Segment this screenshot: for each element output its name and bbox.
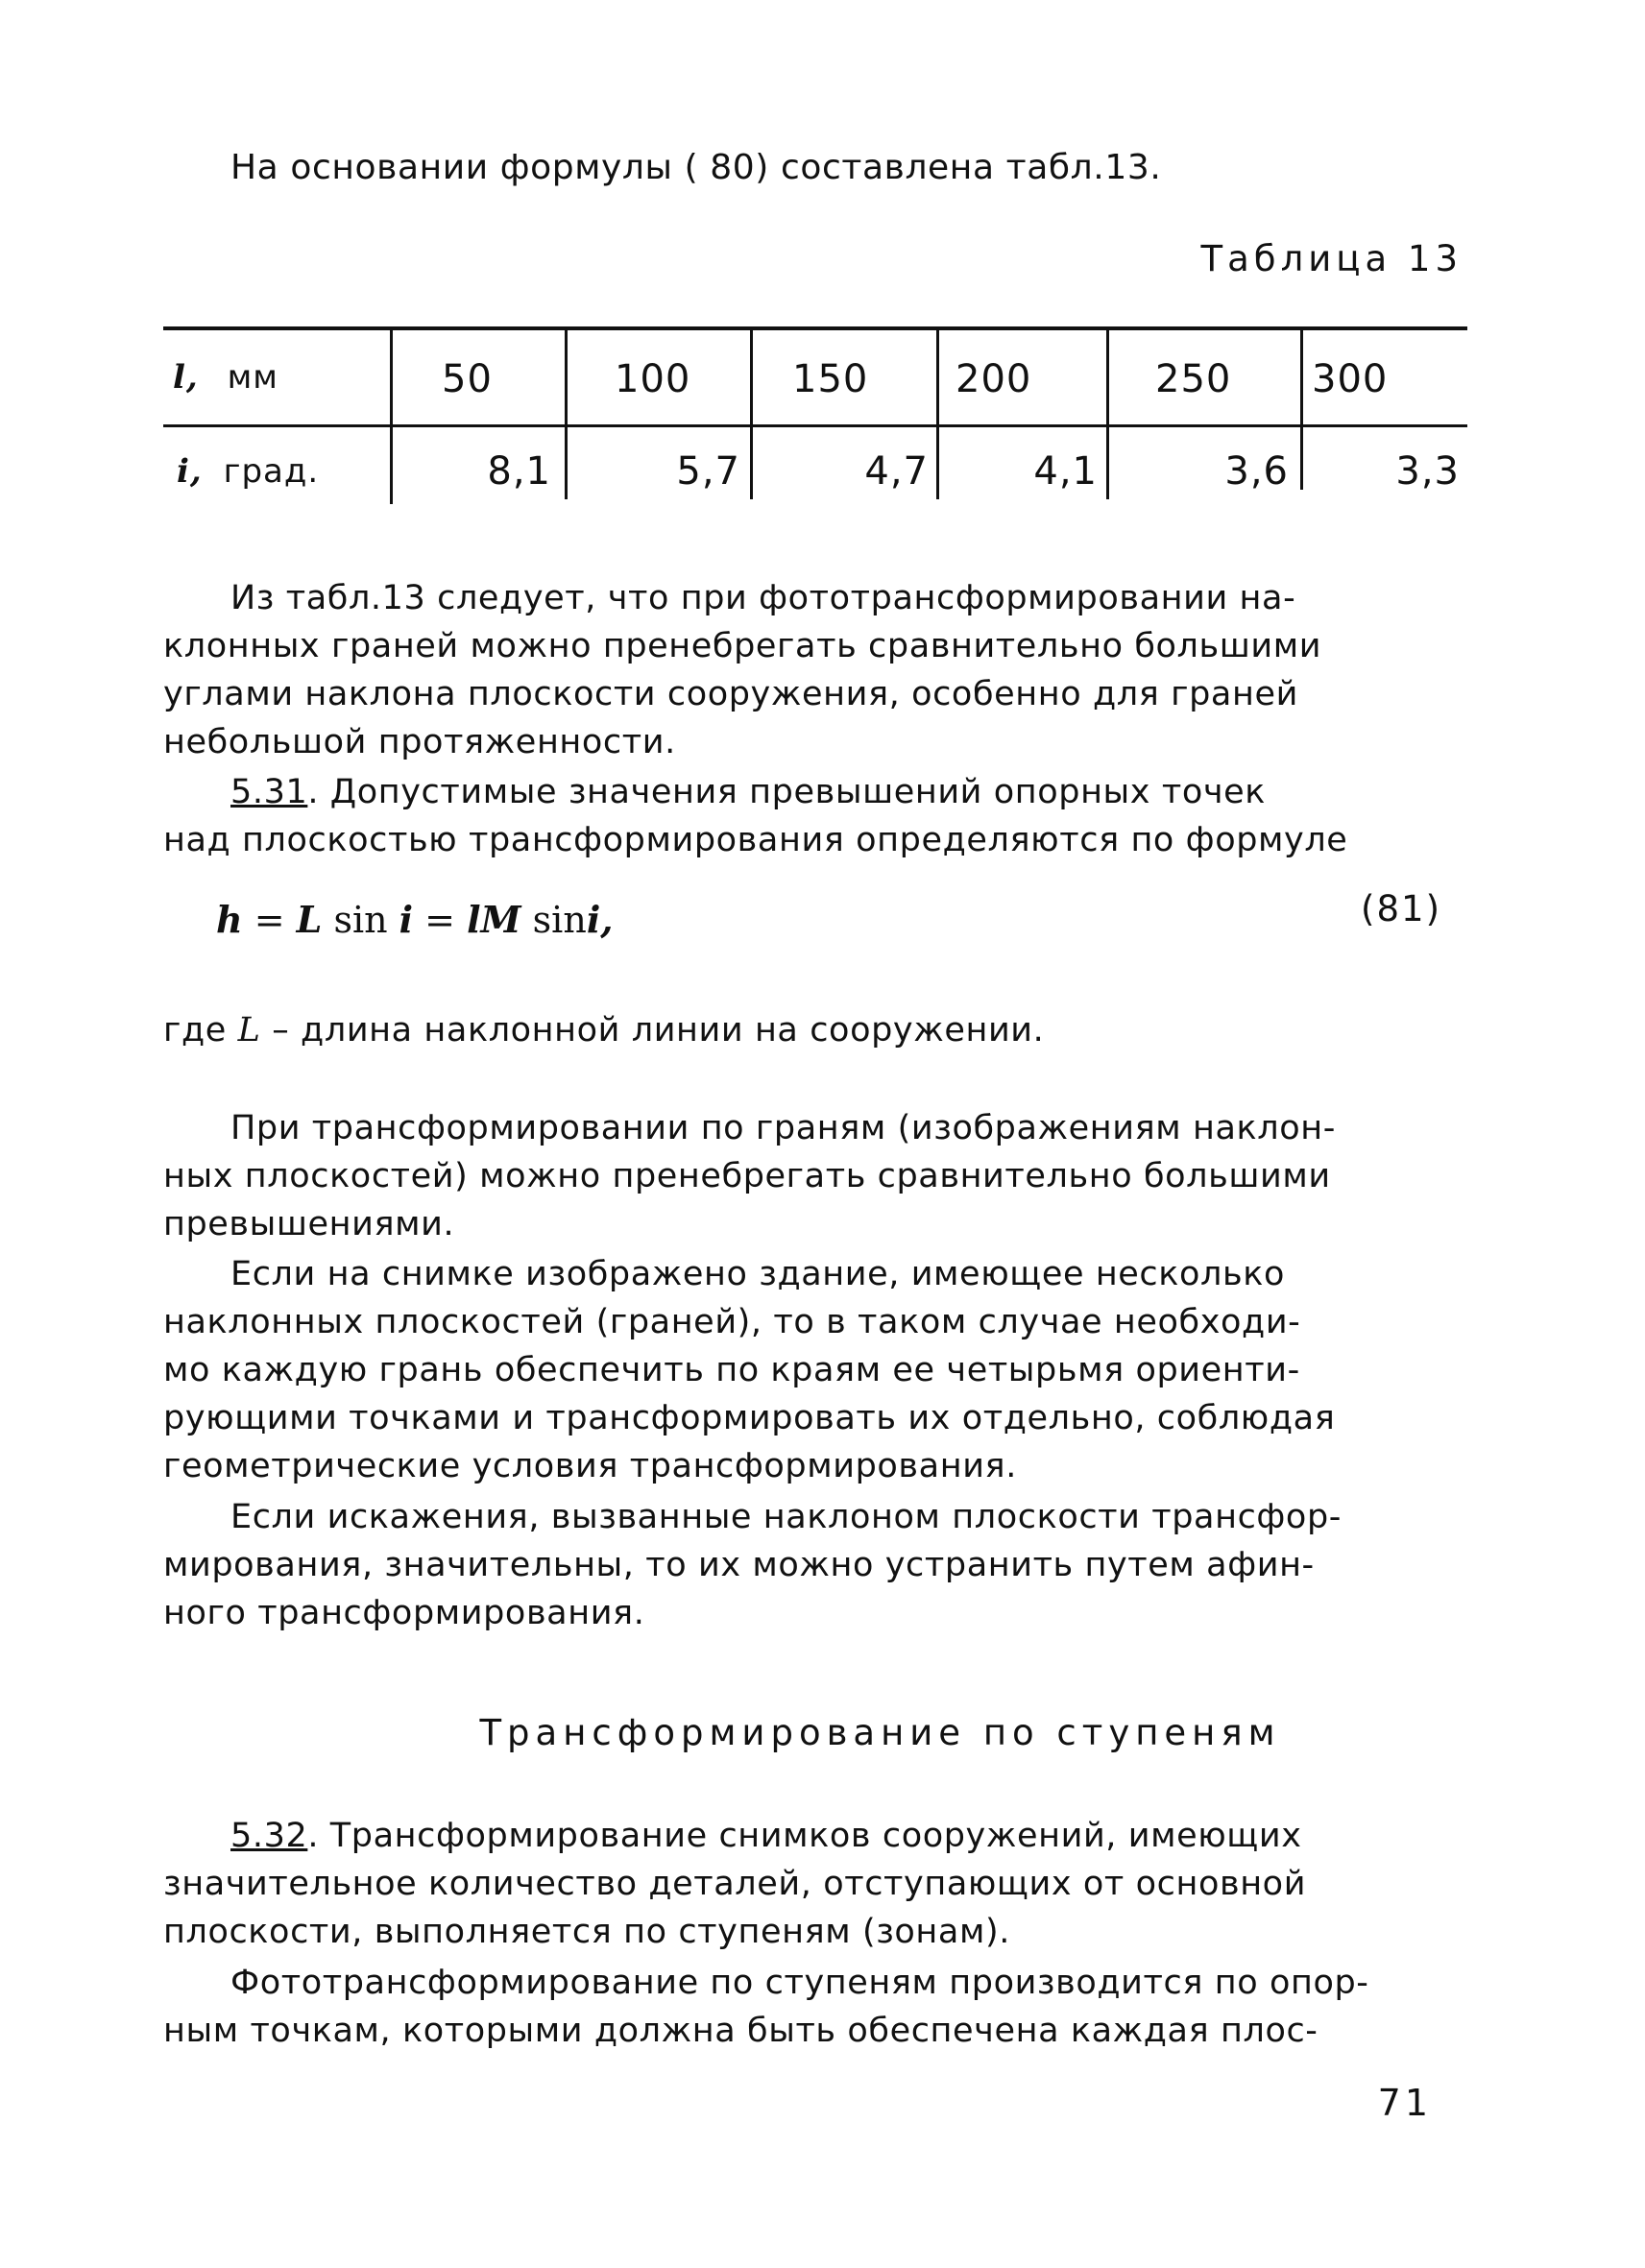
unit-mm: мм [227, 358, 278, 397]
para4-line: ного трансформирования. [163, 1594, 645, 1632]
var-L: L [237, 1011, 261, 1050]
var-i: i [399, 898, 414, 941]
angle-cell: 3,3 [1395, 449, 1460, 494]
length-cell: 150 [792, 357, 869, 401]
var-L: L [296, 898, 323, 941]
var-i: i, [586, 898, 614, 941]
formula-81 [216, 896, 613, 944]
where-text: – длина наклонной линии на сооружении. [260, 1011, 1045, 1050]
angle-cell: 4,7 [864, 449, 929, 494]
row-label-length [173, 353, 278, 401]
para3-line: наклонных плоскостей (граней), то в таком случае необходи- [163, 1303, 1301, 1341]
section-5-32-line: значительное количество деталей, отступающих от основной [163, 1865, 1307, 1903]
table-mid-rule [163, 424, 1467, 427]
equation-number: (81) [1361, 888, 1441, 929]
angle-cell: 5,7 [676, 449, 740, 494]
sin: sin [322, 899, 399, 941]
equals: = [413, 899, 468, 941]
section-5-32-line [230, 1812, 1302, 1860]
para2-line: При трансформировании по граням (изображениям наклон- [230, 1109, 1336, 1147]
where-prefix: где [163, 1011, 238, 1050]
length-cell: 200 [956, 357, 1032, 401]
para1-line: клонных граней можно пренебрегать сравнительно большими [163, 627, 1322, 665]
table-caption: Таблица 13 [1200, 238, 1463, 279]
section-5-31-line [230, 768, 1266, 816]
var-l: l, [173, 358, 199, 397]
para1-line: небольшой протяженности. [163, 723, 676, 761]
section-5-32-line: плоскости, выполняется по ступеням (зонам). [163, 1913, 1010, 1951]
length-cell: 300 [1312, 357, 1389, 401]
section-heading: Трансформирование по ступеням [479, 1712, 1281, 1753]
length-cell: 250 [1155, 357, 1232, 401]
unit-deg: град. [223, 452, 320, 491]
para4-line: Если искажения, вызванные наклоном плоскости трансфор- [230, 1498, 1342, 1536]
angle-cell: 4,1 [1033, 449, 1098, 494]
para3-line: геометрические условия трансформирования. [163, 1447, 1017, 1485]
section-5-31-line: над плоскостью трансформирования определяются по формуле [163, 821, 1348, 859]
para1-line: углами наклона плоскости сооружения, особенно для граней [163, 675, 1298, 713]
section-number: 5.32 [230, 1817, 308, 1855]
sin: sin [520, 899, 587, 941]
page-number: 71 [1377, 2082, 1432, 2124]
equals: = [242, 899, 297, 941]
section-text: . Допустимые значения превышений опорных точек [307, 773, 1266, 811]
table-13 [163, 326, 1467, 504]
para4-line: мирования, значительны, то их можно устранить путем афин- [163, 1546, 1315, 1584]
where-line [163, 1006, 1044, 1054]
table-top-rule [163, 326, 1467, 330]
para3-line: мо каждую грань обеспечить по краям ее четырьмя ориенти- [163, 1351, 1300, 1389]
var-i: i, [177, 452, 203, 491]
section-number: 5.31 [230, 773, 308, 811]
intro-line: На основании формулы ( 80) составлена табл.13. [230, 148, 1162, 187]
para5-line: Фототрансформирование по ступеням производится по опор- [230, 1964, 1369, 2002]
para1-line: Из табл.13 следует, что при фототрансформировании на- [230, 579, 1296, 617]
para2-line: ных плоскостей) можно пренебрегать сравнительно большими [163, 1157, 1331, 1195]
para5-line: ным точкам, которыми должна быть обеспечена каждая плос- [163, 2012, 1318, 2050]
angle-cell: 8,1 [487, 449, 551, 494]
var-lM: lM [467, 898, 521, 941]
angle-cell: 3,6 [1224, 449, 1289, 494]
var-h: h [216, 898, 243, 941]
section-text: . Трансформирование снимков сооружений, имеющих [307, 1817, 1302, 1855]
para3-line: рующими точками и трансформировать их отдельно, соблюдая [163, 1399, 1336, 1437]
row-label-angle [177, 447, 319, 495]
para2-line: превышениями. [163, 1205, 455, 1243]
length-cell: 50 [442, 357, 493, 401]
length-cell: 100 [615, 357, 691, 401]
para3-line: Если на снимке изображено здание, имеющее несколько [230, 1255, 1285, 1293]
